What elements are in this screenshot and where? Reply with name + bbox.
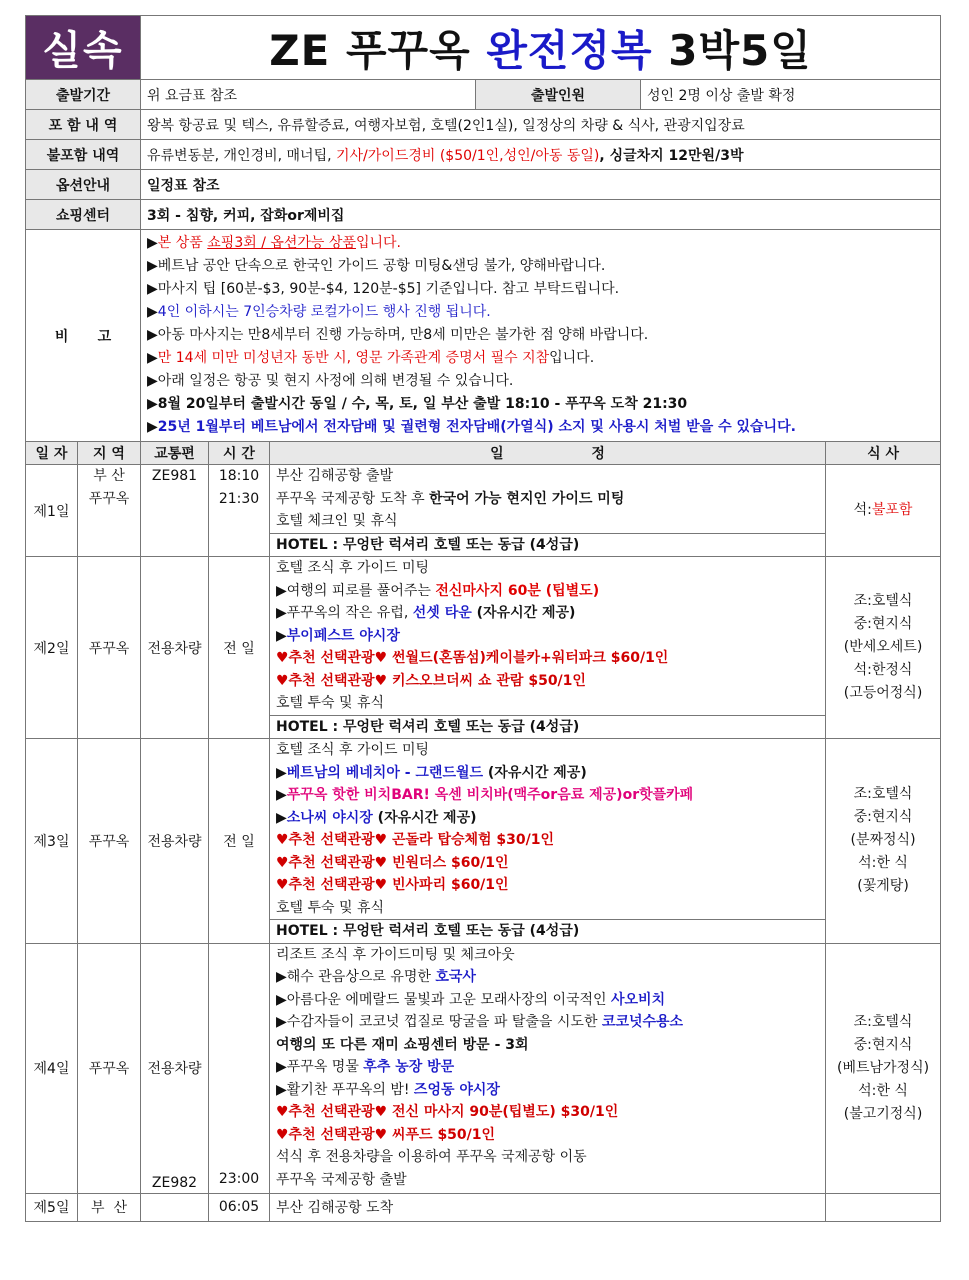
notes — [141, 230, 941, 442]
note-1: ▶본 상품 쇼핑3회 / 옵션가능 상품입니다. — [147, 235, 401, 251]
schedule-line: ▶푸꾸옥 핫한 비치BAR! 옥센 비치바(맥주or음료 제공)or핫플카페 — [276, 787, 694, 803]
people-label: 출발인원 — [476, 80, 641, 110]
note-9: ▶25년 1월부터 베트남에서 전자담배 및 궐련형 전자담배(가열식) 소지 및 사용시 처벌 받을 수 있습니다. — [147, 419, 796, 435]
schedule-line: 호텔 투숙 및 휴식 — [276, 899, 385, 916]
meal: 조:호텔식 중:현지식 (반세오세트) 석:한정식 (고등어정식) — [826, 557, 941, 739]
exclude-label: 불포함 내역 — [26, 140, 141, 170]
itinerary-sheet — [25, 15, 940, 1222]
meal: 조:호텔식 중:현지식 (분짜정식) 석:한 식 (꽃게탕) — [826, 739, 941, 944]
people-value: 성인 2명 이상 출발 확정 — [641, 80, 941, 110]
day-row — [26, 1193, 941, 1221]
schedule-line: 석식 후 전용차량을 이용하여 푸꾸옥 국제공항 이동 — [276, 1149, 587, 1165]
schedule-line: 푸꾸옥 국제공항 도착 후 한국어 가능 현지인 가이드 미팅 — [276, 490, 625, 507]
hotel-line: HOTEL : 무엉탄 럭셔리 호텔 또는 동급 (4성급) — [270, 919, 825, 943]
shop-label: 쇼핑센터 — [26, 200, 141, 230]
option-line: ♥추천 선택관광♥ 곤돌라 탑승체험 $30/1인 — [276, 832, 555, 848]
schedule-line: ▶푸꾸옥의 작은 유럽, 선셋 타운 (자유시간 제공) — [276, 605, 576, 621]
meal: 석:불포함 — [826, 465, 941, 557]
include-label: 포 함 내 역 — [26, 110, 141, 140]
schedule-line: ▶푸꾸옥 명물 후추 농장 방문 — [276, 1059, 455, 1075]
schedule-line: 리조트 조식 후 가이드미팅 및 체크아웃 — [276, 946, 515, 963]
note-2: ▶베트남 공안 단속으로 한국인 가이드 공항 미팅&샌딩 불가, 양해바랍니다. — [147, 258, 606, 274]
transport — [141, 1193, 209, 1221]
option-line: ♥추천 선택관광♥ 키스오브더씨 쇼 관람 $50/1인 — [276, 672, 586, 689]
hotel-line: HOTEL : 무엉탄 럭셔리 호텔 또는 동급 (4성급) — [270, 533, 825, 557]
note-7: ▶아래 일정은 항공 및 현지 사정에 의해 변경될 수 있습니다. — [147, 373, 514, 389]
option-value: 일정표 참조 — [141, 170, 941, 200]
transport: ZE981 — [141, 465, 209, 557]
transport: 전용차량 — [141, 557, 209, 739]
region: 부 산 — [78, 1193, 141, 1221]
note-6: ▶만 14세 미만 미성년자 동반 시, 영문 가족관계 증명서 필수 지참입니다. — [147, 350, 595, 366]
schedule-line: ▶소나씨 야시장 (자유시간 제공) — [276, 809, 477, 826]
schedule-line: 여행의 또 다른 재미 쇼핑센터 방문 - 3회 — [276, 1036, 529, 1053]
schedule-line: 호텔 투숙 및 휴식 — [276, 695, 385, 711]
itinerary-table — [25, 15, 941, 1222]
schedule-line: ▶부이페스트 야시장 — [276, 627, 400, 644]
time: 전 일 — [209, 557, 270, 739]
transport: 전용차량 — [141, 739, 209, 944]
schedule-line: ▶베트남의 베네치아 - 그랜드월드 (자유시간 제공) — [276, 764, 587, 781]
page-title: ZE 푸꾸옥 완전정복 3박5일 — [141, 16, 941, 80]
day-label: 제2일 — [26, 557, 78, 739]
schedule — [270, 739, 826, 944]
option-label: 옵션안내 — [26, 170, 141, 200]
region: 푸꾸옥 — [78, 943, 141, 1193]
time: 전 일 — [209, 739, 270, 944]
departure-label: 출발기간 — [26, 80, 141, 110]
time: 18:10 21:30 — [209, 465, 270, 557]
day-label: 제1일 — [26, 465, 78, 557]
day-row — [26, 739, 941, 944]
note-5: ▶아동 마사지는 만8세부터 진행 가능하며, 만8세 미만은 불가한 점 양해 바랍니다. — [147, 327, 649, 343]
note-4: ▶4인 이하시는 7인승차량 로컬가이드 행사 진행 됩니다. — [147, 304, 491, 320]
day-label: 제5일 — [26, 1193, 78, 1221]
col-day: 일 자 — [26, 442, 78, 465]
region: 푸꾸옥 — [78, 739, 141, 944]
option-line: ♥추천 선택관광♥ 빈원더스 $60/1인 — [276, 854, 509, 871]
schedule-line: 호텔 체크인 및 휴식 — [276, 513, 398, 529]
option-line: ♥추천 선택관광♥ 빈사파리 $60/1인 — [276, 877, 509, 893]
schedule-line: ▶아름다운 에메랄드 물빛과 고운 모래사장의 이국적인 사오비치 — [276, 991, 666, 1008]
schedule — [270, 465, 826, 557]
shop-value: 3회 - 침향, 커피, 잡화or제비집 — [141, 200, 941, 230]
schedule-line: 호텔 조식 후 가이드 미팅 — [276, 742, 430, 758]
option-line: ♥추천 선택관광♥ 씨푸드 $50/1인 — [276, 1126, 496, 1143]
meal: 조:호텔식 중:현지식 (베트남가정식) 석:한 식 (불고기정식) — [826, 943, 941, 1193]
col-time: 시 간 — [209, 442, 270, 465]
day-label: 제3일 — [26, 739, 78, 944]
time: 06:05 — [209, 1193, 270, 1221]
meal — [826, 1193, 941, 1221]
transport: 전용차량 ZE982 — [141, 943, 209, 1193]
schedule-line: 푸꾸옥 국제공항 출발 — [276, 1171, 407, 1188]
day-row — [26, 557, 941, 739]
schedule — [270, 557, 826, 739]
schedule-line: ▶활기찬 푸꾸옥의 밤! 즈엉동 야시장 — [276, 1081, 500, 1098]
col-region: 지 역 — [78, 442, 141, 465]
region: 푸꾸옥 — [78, 557, 141, 739]
time: 23:00 — [209, 943, 270, 1193]
badge: 실속 — [26, 16, 141, 80]
departure-value: 위 요금표 참조 — [141, 80, 476, 110]
col-schedule: 일 정 — [270, 442, 826, 465]
exclude-value: 유류변동분, 개인경비, 매너팁, 기사/가이드경비 ($50/1인,성인/아동 동일), 싱글차지 12만원/3박 — [141, 140, 941, 170]
schedule: 부산 김해공항 도착 — [270, 1193, 826, 1221]
schedule-line: ▶여행의 피로를 풀어주는 전신마사지 60분 (팁별도) — [276, 582, 600, 599]
day-row — [26, 943, 941, 1193]
hotel-line: HOTEL : 무엉탄 럭셔리 호텔 또는 동급 (4성급) — [270, 715, 825, 739]
option-line: ♥추천 선택관광♥ 전신 마사지 90분(팁별도) $30/1인 — [276, 1104, 619, 1120]
day-label: 제4일 — [26, 943, 78, 1193]
col-meal: 식 사 — [826, 442, 941, 465]
schedule-line: 부산 김해공항 출발 — [276, 468, 394, 484]
note-label: 비 고 — [26, 230, 141, 442]
note-8: ▶8월 20일부터 출발시간 동일 / 수, 목, 토, 일 부산 출발 18:10 - 푸꾸옥 도착 21:30 — [147, 396, 688, 412]
option-line: ♥추천 선택관광♥ 썬월드(혼똠섬)케이블카+워터파크 $60/1인 — [276, 650, 669, 666]
schedule — [270, 943, 826, 1193]
note-3: ▶마사지 팁 [60분-$3, 90분-$4, 120분-$5] 기준입니다. 참고 부탁드립니다. — [147, 281, 620, 297]
col-transport: 교통편 — [141, 442, 209, 465]
schedule-line: 호텔 조식 후 가이드 미팅 — [276, 560, 430, 576]
schedule-line: ▶수감자들이 코코넛 껍질로 땅굴을 파 탈출을 시도한 코코넛수용소 — [276, 1014, 684, 1030]
day-row — [26, 465, 941, 557]
include-value: 왕복 항공료 및 텍스, 유류할증료, 여행자보험, 호텔(2인1실), 일정상의 차량 & 식사, 관광지입장료 — [141, 110, 941, 140]
region: 부 산 푸꾸옥 — [78, 465, 141, 557]
schedule-line: ▶해수 관음상으로 유명한 호국사 — [276, 969, 476, 985]
